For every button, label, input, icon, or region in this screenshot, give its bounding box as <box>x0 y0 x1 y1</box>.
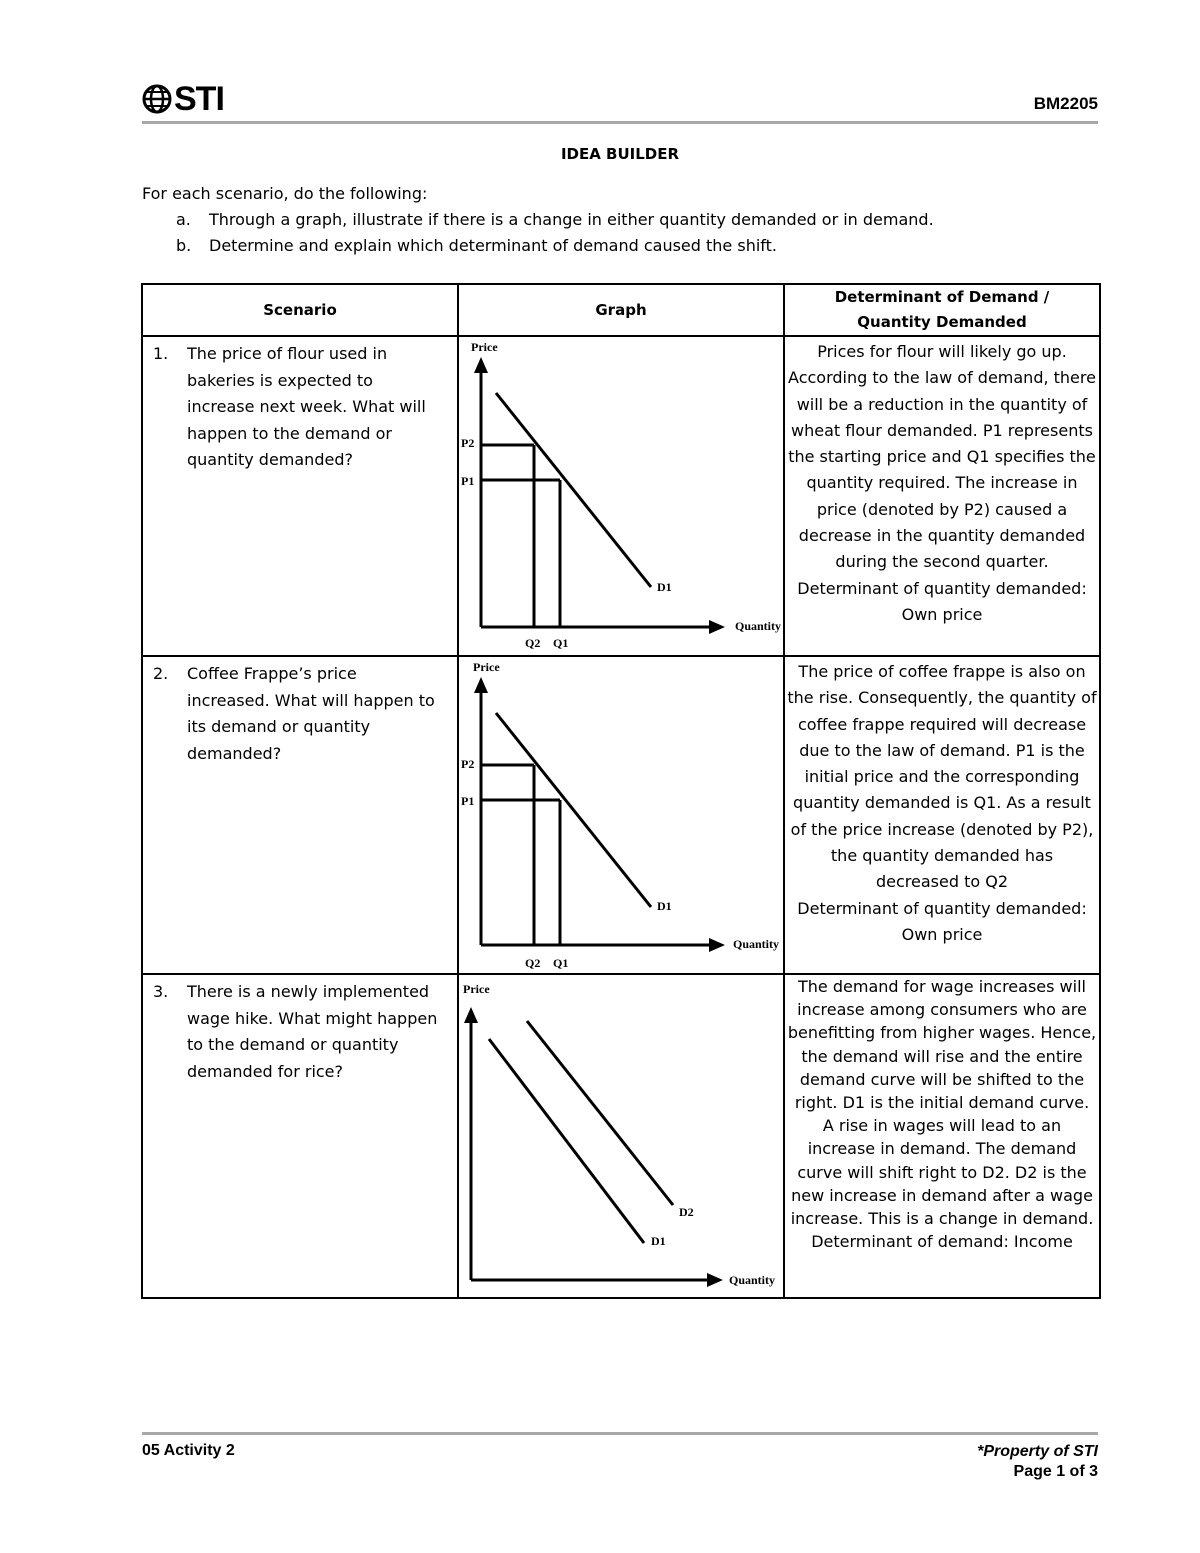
document-code: BM2205 <box>1033 94 1098 113</box>
instruction-item <box>142 233 1098 259</box>
scenario-cell <box>142 656 458 974</box>
activity-label: 05 Activity 2 <box>142 1442 235 1459</box>
q2-label: Q2 <box>525 956 541 970</box>
demand-curve-d2 <box>527 1021 673 1205</box>
logo-text: STI <box>174 80 224 118</box>
q2-label: Q2 <box>525 636 541 650</box>
scenario-text: The price of flour used in bakeries is expected to increase next week. What will happen to the demand or quantity demanded? <box>187 344 426 469</box>
sti-logo <box>142 82 224 116</box>
determinant-explanation: The price of coffee frappe is also on the rise. Consequently, the quantity of coffee frappe required will decrease due to the law of demand. P1 is the initial price and the corresponding quantity demanded is Q1. As a result of the price increase (denoted by P2), the quantity demanded has decreased to Q2 <box>787 662 1097 892</box>
y-axis-label: Price <box>463 982 490 996</box>
x-axis-arrow-icon <box>709 938 725 952</box>
p2-label: P2 <box>461 757 475 771</box>
x-axis-arrow-icon <box>709 620 725 634</box>
footer-divider <box>142 1432 1098 1435</box>
p2-label: P2 <box>461 436 475 450</box>
instructions-intro: For each scenario, do the following: <box>142 184 428 203</box>
y-axis-arrow-icon <box>464 1007 478 1023</box>
d1-label: D1 <box>657 899 672 913</box>
graph-cell <box>458 656 784 974</box>
demand-graph-3 <box>459 975 783 1295</box>
determinant-explanation: Prices for flour will likely go up. According to the law of demand, there will be a reduction in the quantity of wheat flour demanded. P1 represents the starting price and Q1 specifies the quantity required. The increase in price (denoted by P2) caused a decrease in the quantity demanded during the second quarter. <box>788 342 1096 572</box>
demand-graph-1 <box>459 337 783 653</box>
instructions <box>142 181 1098 259</box>
y-axis-arrow-icon <box>474 357 488 373</box>
page-number: Page 1 of 3 <box>1013 1463 1098 1480</box>
y-axis-label: Price <box>471 340 498 354</box>
header-determinant-line2: Quantity Demanded <box>857 313 1027 331</box>
determinant-conclusion: Determinant of quantity demanded: Own price <box>797 578 1087 624</box>
demand-curve-d1 <box>496 713 651 907</box>
scenario-text: Coffee Frappe’s price increased. What will happen to its demand or quantity demanded? <box>187 664 435 763</box>
table-row <box>142 656 1100 974</box>
demand-curve-d1 <box>496 393 651 587</box>
scenario-cell <box>142 336 458 656</box>
demand-graph-2 <box>459 657 783 971</box>
p1-label: P1 <box>461 794 475 808</box>
p1-label: P1 <box>461 474 475 488</box>
scenario-text: There is a newly implemented wage hike. What might happen to the demand or quantity demanded for rice? <box>187 982 438 1081</box>
scenario-table <box>141 283 1101 1299</box>
table-row <box>142 336 1100 656</box>
instruction-text: Determine and explain which determinant of demand caused the shift. <box>209 236 777 255</box>
d1-label: D1 <box>657 580 672 594</box>
graph-cell <box>458 974 784 1298</box>
determinant-conclusion: Determinant of demand: Income <box>811 1232 1073 1252</box>
scenario-number: 2. <box>153 664 169 683</box>
q1-label: Q1 <box>553 636 569 650</box>
determinant-cell <box>784 656 1100 974</box>
x-axis-label: Quantity <box>729 1273 776 1287</box>
instruction-marker: a. <box>176 210 191 229</box>
globe-icon <box>142 83 172 115</box>
page-title: IDEA BUILDER <box>560 145 680 163</box>
determinant-conclusion: Determinant of quantity demanded: Own price <box>797 898 1087 944</box>
determinant-cell <box>784 974 1100 1298</box>
q1-label: Q1 <box>553 956 569 970</box>
header-divider <box>142 121 1098 124</box>
scenario-cell <box>142 974 458 1298</box>
header-determinant-line1: Determinant of Demand / <box>834 288 1050 306</box>
page-header <box>142 80 1098 124</box>
header-scenario: Scenario <box>142 284 458 336</box>
x-axis-label: Quantity <box>733 937 780 951</box>
property-notice: *Property of STI <box>977 1443 1098 1460</box>
d1-label: D1 <box>651 1234 666 1248</box>
header-graph: Graph <box>458 284 784 336</box>
footer-right <box>977 1442 1098 1482</box>
instruction-item <box>142 207 1098 233</box>
scenario-number: 1. <box>153 344 169 363</box>
scenario-number: 3. <box>153 982 169 1001</box>
x-axis-label: Quantity <box>735 619 782 633</box>
y-axis-label: Price <box>473 660 500 674</box>
graph-cell <box>458 336 784 656</box>
determinant-cell <box>784 336 1100 656</box>
d2-label: D2 <box>679 1205 694 1219</box>
x-axis-arrow-icon <box>707 1273 723 1287</box>
y-axis-arrow-icon <box>474 677 488 693</box>
header-determinant <box>784 284 1100 336</box>
instruction-text: Through a graph, illustrate if there is a change in either quantity demanded or in demand. <box>209 210 934 229</box>
table-header-row <box>142 284 1100 336</box>
determinant-explanation: The demand for wage increases will increase among consumers who are benefitting from higher wages. Hence, the demand will rise and the entire demand curve will be shifted to the right. D1 is the initial demand curve. A rise in wages will lead to an increase in demand. The demand curve will shift right to D2. D2 is the new increase in demand after a wage increase. This is a change in demand. <box>787 977 1097 1229</box>
table-row <box>142 974 1100 1298</box>
instruction-marker: b. <box>176 236 192 255</box>
